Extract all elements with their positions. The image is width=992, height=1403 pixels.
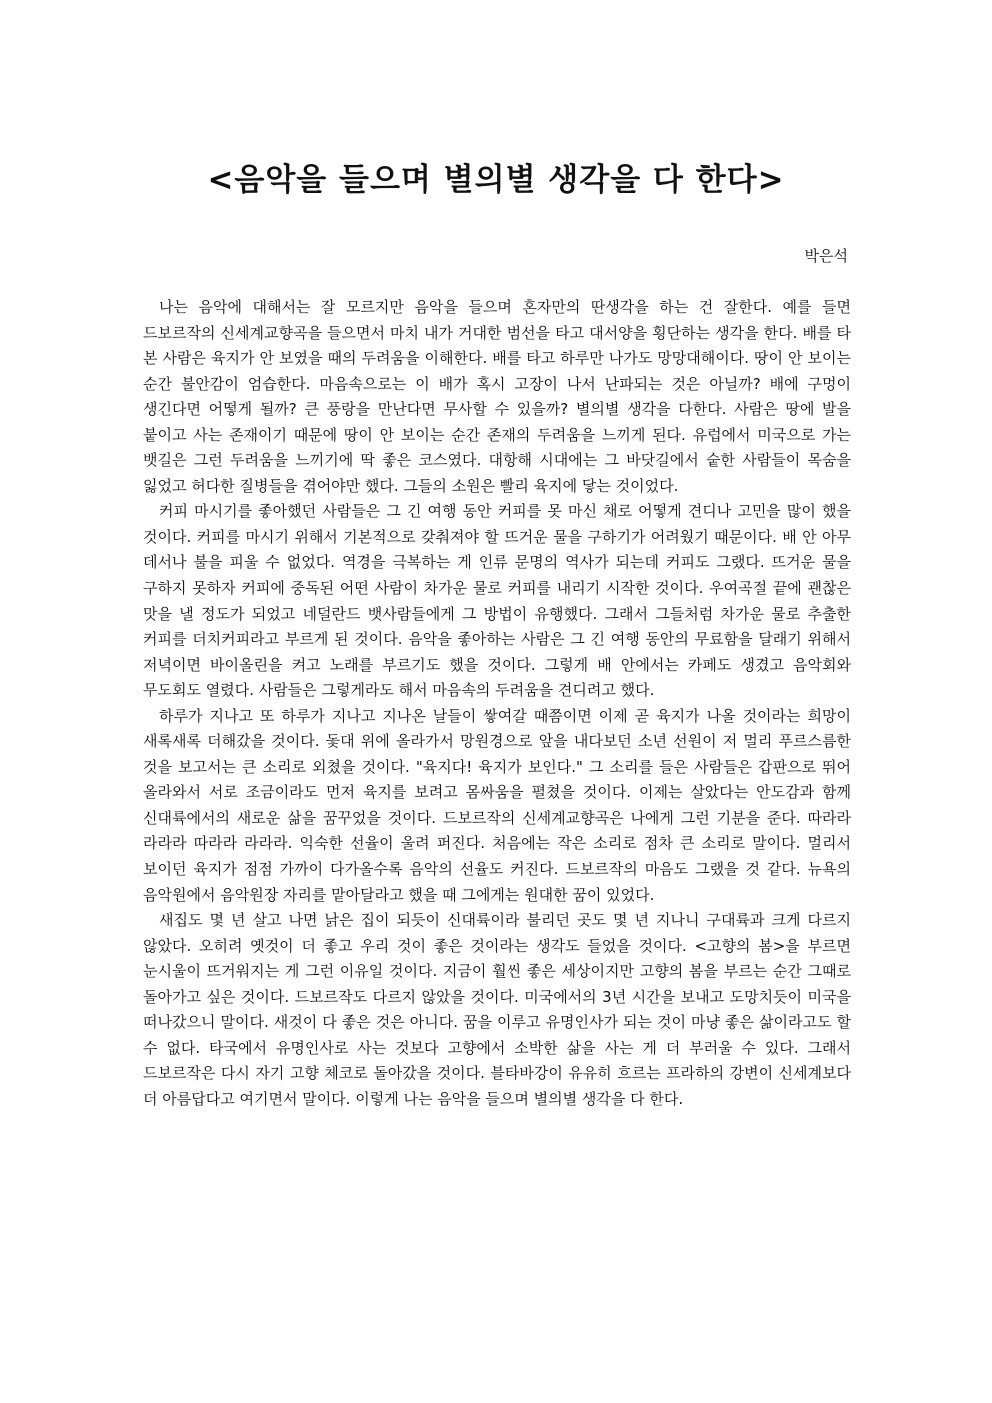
essay-body — [143, 295, 851, 1113]
paragraph-3: 하루가 지나고 또 하루가 지나고 지나온 날들이 쌓여갈 때쯤이면 이제 곧 육지가 나올 것이라는 희망이 새록새록 더해갔을 것이다. 돛대 위에 올라가서 망원경으로 앞을 내다보던 소년 선원이 저 멀리 푸르스름한 것을 보고서는 큰 소리로 외쳤을 것이다. "육지다! 육지가 보인다." 그 소리를 들은 사람들은 갑판으로 뛰어 올라와서 서로 조금이라도 먼저 육지를 보려고 몸싸움을 펼쳤을 것이다. 이제는 살았다는 안도감과 함께 신대륙에서의 새로운 삶을 꿈꾸었을 것이다. 드보르작의 신세계교향곡은 나에게 그런 기분을 준다. 따라라 라라라 따라라 라라라. 익숙한 선율이 울려 퍼진다. 처음에는 작은 소리로 점차 큰 소리로 말이다. 멀리서 보이던 육지가 점점 가까이 다가올수록 음악의 선율도 커진다. 드보르작의 마음도 그랬을 것 같다. 뉴욕의 음악원에서 음악원장 자리를 맡아달라고 했을 때 그에게는 원대한 꿈이 있었다. — [143, 706, 851, 904]
document-title: <음악을 들으며 별의별 생각을 다 한다> — [207, 162, 785, 198]
paragraph-1: 나는 음악에 대해서는 잘 모르지만 음악을 들으며 혼자만의 딴생각을 하는 건 잘한다. 예를 들면 드보르작의 신세계교향곡을 들으면서 마치 내가 거대한 범선을 타고 대서양을 횡단하는 생각을 한다. 배를 타 본 사람은 육지가 안 보였을 때의 두려움을 이해한다. 배를 타고 하루만 나가도 망망대해이다. 땅이 안 보이는 순간 불안감이 엄습한다. 마음속으로는 이 배가 혹시 고장이 나서 난파되는 것은 아닐까? 배에 구멍이 생긴다면 어떻게 될까? 큰 풍랑을 만난다면 무사할 수 있을까? 별의별 생각을 다한다. 사람은 땅에 발을 붙이고 사는 존재이기 때문에 땅이 안 보이는 순간 존재의 두려움을 느끼게 된다. 유럽에서 미국으로 가는 뱃길은 그런 두려움을 느끼기에 딱 좋은 코스였다. 대항해 시대에는 그 바닷길에서 숱한 사람들이 목숨을 잃었고 허다한 질병들을 겪어야만 했다. 그들의 소원은 빨리 육지에 닿는 것이었다. — [143, 298, 851, 495]
author-name: 박은석 — [804, 247, 848, 265]
paragraph-4: 새집도 몇 년 살고 나면 낡은 집이 되듯이 신대륙이라 불리던 곳도 몇 년 지나니 구대륙과 크게 다르지 않았다. 오히려 옛것이 더 좋고 우리 것이 좋은 것이라는 생각도 들었을 것이다. <고향의 봄>을 부르면 눈시울이 뜨거워지는 게 그런 이유일 것이다. 지금이 훨씬 좋은 세상이지만 고향의 봄을 부르는 순간 그때로 돌아가고 싶은 것이다. 드보르작도 다르지 않았을 것이다. 미국에서의 3년 시간을 보내고 도망치듯이 미국을 떠나갔으니 말이다. 새것이 다 좋은 것은 아니다. 꿈을 이루고 유명인사가 되는 것이 마냥 좋은 삶이라고도 할 수 없다. 타국에서 유명인사로 사는 것보다 고향에서 소박한 삶을 사는 게 더 부러울 수 있다. 그래서 드보르작은 다시 자기 고향 체코로 돌아갔을 것이다. 블타바강이 유유히 흐르는 프라하의 강변이 신세계보다 더 아름답다고 여기면서 말이다. 이렇게 나는 음악을 들으며 별의별 생각을 다 한다. — [143, 911, 851, 1108]
paragraph-2: 커피 마시기를 좋아했던 사람들은 그 긴 여행 동안 커피를 못 마신 채로 어떻게 견디나 고민을 많이 했을 것이다. 커피를 마시기 위해서 기본적으로 갖춰져야 할 뜨거운 물을 구하기가 어려웠기 때문이다. 배 안 아무 데서나 불을 피울 수 없었다. 역경을 극복하는 게 인류 문명의 역사가 되는데 커피도 그랬다. 뜨거운 물을 구하지 못하자 커피에 중독된 어떤 사람이 차가운 물로 커피를 내리기 시작한 것이다. 우여곡절 끝에 괜찮은 맛을 낼 정도가 되었고 네덜란드 뱃사람들에게 그 방법이 유행했다. 그래서 그들처럼 차가운 물로 추출한 커피를 더치커피라고 부르게 된 것이다. 음악을 좋아하는 사람은 그 긴 여행 동안의 무료함을 달래기 위해서 저녁이면 바이올린을 켜고 노래를 부르기도 했을 것이다. 그렇게 배 안에서는 카페도 생겼고 음악회와 무도회도 열렸다. 사람들은 그렇게라도 해서 마음속의 두려움을 견디려고 했다. — [143, 502, 851, 700]
